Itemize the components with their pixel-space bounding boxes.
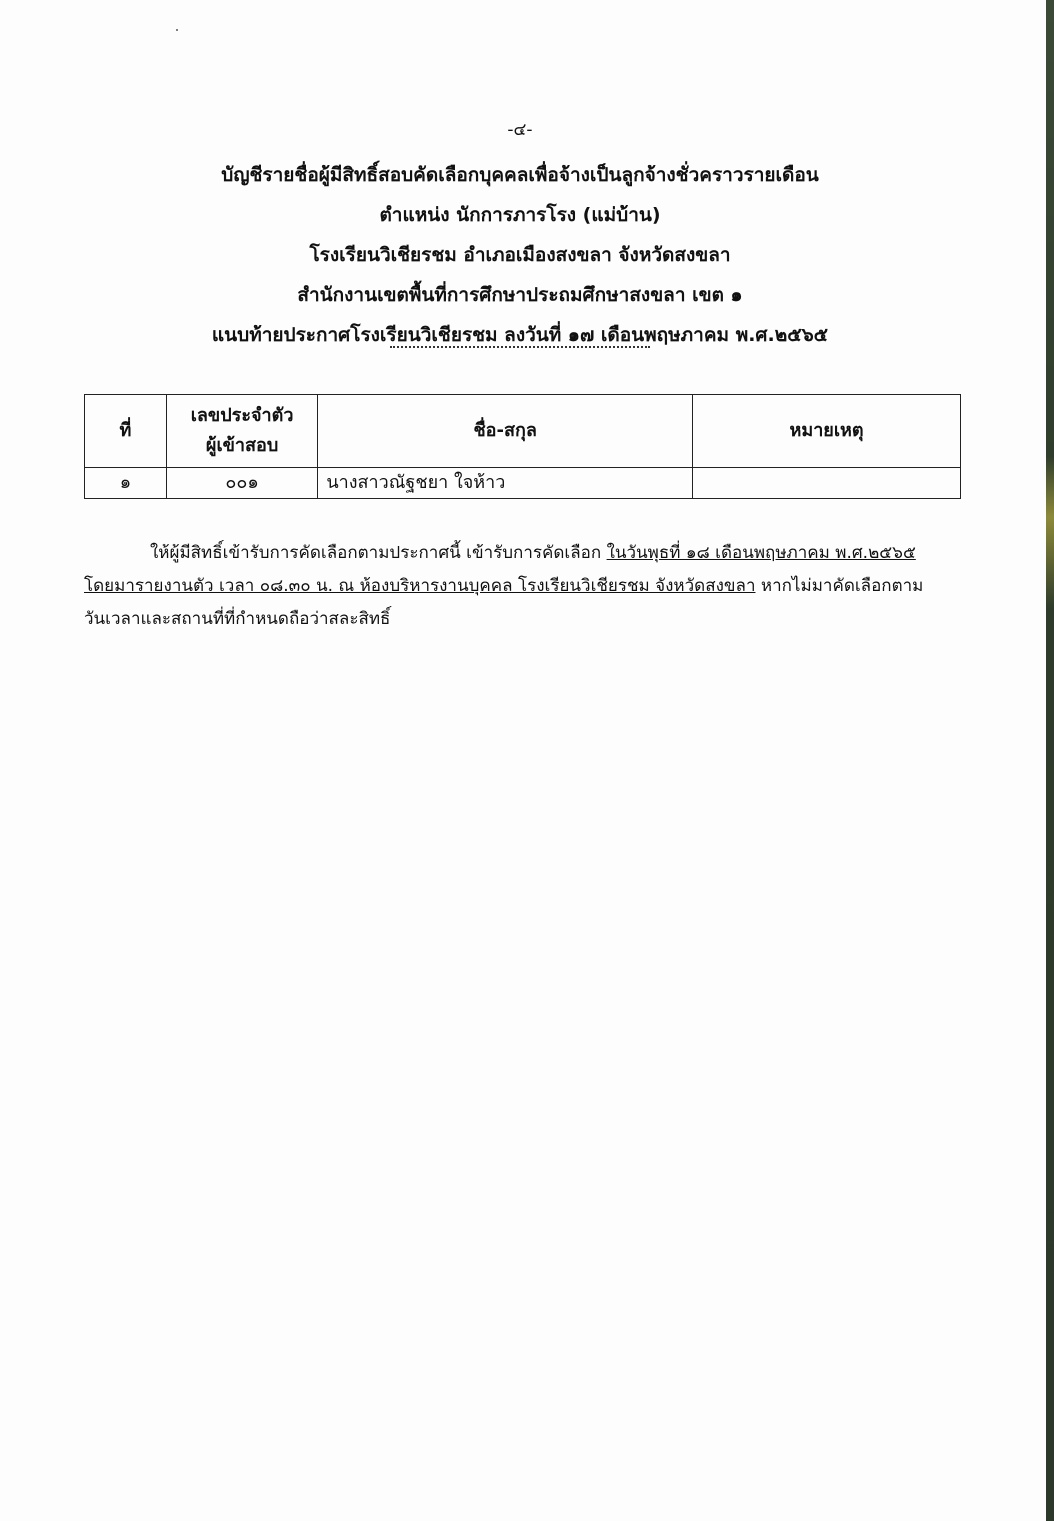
title-line-2: ตำแหน่ง นักการภารโรง (แม่บ้าน) (379, 204, 661, 226)
title-line-3: โรงเรียนวิเชียรชม อำเภอเมืองสงขลา จังหวัดสงขลา (309, 244, 731, 266)
cell-remark (693, 468, 961, 499)
header-id-line2: ผู้เข้าสอบ (205, 435, 279, 456)
notice-paragraph (84, 537, 984, 636)
header-no: ที่ (85, 395, 167, 468)
cell-no: ๑ (85, 468, 167, 499)
title-line-5: แนบท้ายประกาศโรงเรียนวิเชียรชม ลงวันที่ ๑๗ เดือนพฤษภาคม พ.ศ.๒๕๖๕ (211, 324, 829, 346)
header-remark: หมายเหตุ (693, 395, 961, 468)
notice-line-2 (84, 570, 984, 603)
candidate-table (84, 394, 961, 499)
table-row (85, 468, 961, 499)
scan-edge-strip (1046, 0, 1054, 1521)
notice-line2-text: หากไม่มาคัดเลือกตาม (755, 576, 924, 596)
notice-line3-text: วันเวลาและสถานที่ที่กำหนดถือว่าสละสิทธิ์ (84, 609, 391, 629)
notice-time-place: โดยมารายงานตัว เวลา ๐๘.๓๐ น. ณ ห้องบริหารงานบุคคล โรงเรียนวิเชียรชม จังหวัดสงขลา (84, 576, 756, 596)
title-block (0, 155, 1040, 355)
notice-line1-text: ให้ผู้มีสิทธิ์เข้ารับการคัดเลือกตามประกาศนี้ เข้ารับการคัดเลือก (150, 543, 607, 563)
cell-id: ๐๐๑ (166, 468, 317, 499)
cell-name: นางสาวณัฐชยา ใจห้าว (318, 468, 693, 499)
notice-line-1 (84, 537, 984, 570)
dotted-divider (390, 346, 650, 348)
page-number: -๔- (507, 120, 533, 140)
header-name: ชื่อ-สกุล (318, 395, 693, 468)
scan-speck (176, 29, 178, 31)
header-id-line1: เลขประจำตัว (190, 405, 294, 426)
header-id (166, 395, 317, 468)
table-header-row (85, 395, 961, 468)
notice-line-3 (84, 603, 984, 636)
title-line-4: สำนักงานเขตพื้นที่การศึกษาประถมศึกษาสงขลา เขต ๑ (297, 284, 743, 306)
notice-date: ในวันพุธที่ ๑๘ เดือนพฤษภาคม พ.ศ.๒๕๖๕ (606, 543, 916, 563)
title-line-1: บัญชีรายชื่อผู้มีสิทธิ์สอบคัดเลือกบุคคลเพื่อจ้างเป็นลูกจ้างชั่วคราวรายเดือน (221, 164, 819, 186)
